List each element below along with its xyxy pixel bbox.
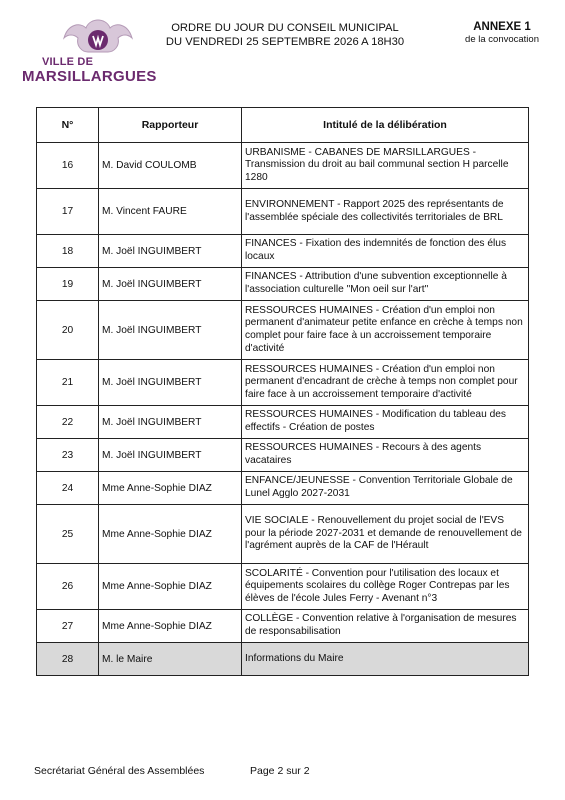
table-row [37,505,529,564]
agenda-table [36,107,529,676]
footer-department: Secrétariat Général des Assemblées [34,765,205,777]
table-header-row [37,108,529,143]
table-row [37,268,529,301]
cell-number: 18 [37,235,99,268]
cell-number: 28 [37,643,99,676]
cell-number: 17 [37,189,99,235]
cell-number: 25 [37,505,99,564]
cell-intitule: URBANISME - CABANES DE MARSILLARGUES - Transmission du droit au bail communal section H parcelle 1280 [242,143,529,189]
annex-title: ANNEXE 1 [473,21,531,33]
cell-intitule: RESSOURCES HUMAINES - Recours à des agents vacataires [242,439,529,472]
annex-label [465,21,539,45]
cell-intitule: RESSOURCES HUMAINES - Création d'un emploi non permanent d'animateur petite enfance en crèche à temps non complet pour faire face à un accroissement temporaire d'activité [242,301,529,360]
cell-rapporteur: M. Joël INGUIMBERT [99,439,242,472]
column-header-intitule: Intitulé de la délibération [242,108,529,143]
title-line-1: ORDRE DU JOUR DU CONSEIL MUNICIPAL [171,22,399,34]
title-line-2: DU VENDREDI 25 SEPTEMBRE 2026 A 18H30 [165,36,405,48]
cell-number: 23 [37,439,99,472]
table-row [37,610,529,643]
cell-intitule: FINANCES - Fixation des indemnités de fonction des élus locaux [242,235,529,268]
table-row [37,643,529,676]
cell-intitule: FINANCES - Attribution d'une subvention exceptionnelle à l'association culturelle "Mon oeil sur l'art" [242,268,529,301]
table-row [37,143,529,189]
cell-rapporteur: Mme Anne-Sophie DIAZ [99,564,242,610]
cell-intitule: SCOLARITÉ - Convention pour l'utilisation des locaux et équipements scolaires du collège Roger Contrepas par les élèves de l'école Jules Ferry - Avenant n°3 [242,564,529,610]
cell-number: 24 [37,472,99,505]
cell-intitule: RESSOURCES HUMAINES - Création d'un emploi non permanent d'encadrant de crèche à temps non complet pour faire face à un accroissement temporaire d'activité [242,360,529,406]
table-row [37,301,529,360]
logo-text-town: MARSILLARGUES [22,68,157,85]
cell-number: 19 [37,268,99,301]
logo-text-ville: VILLE DE [42,56,94,68]
cell-rapporteur: Mme Anne-Sophie DIAZ [99,472,242,505]
cell-rapporteur: M. Joël INGUIMBERT [99,301,242,360]
cell-rapporteur: M. Joël INGUIMBERT [99,268,242,301]
cell-intitule: ENFANCE/JEUNESSE - Convention Territoriale Globale de Lunel Agglo 2027-2031 [242,472,529,505]
document-title [150,21,420,49]
cell-number: 22 [37,406,99,439]
cell-intitule: COLLÈGE - Convention relative à l'organisation de mesures de responsabilisation [242,610,529,643]
cell-number: 27 [37,610,99,643]
annex-subtitle: de la convocation [465,34,539,45]
cell-number: 16 [37,143,99,189]
cell-intitule: ENVIRONNEMENT - Rapport 2025 des représentants de l'assemblée spéciale des collectivités territoriales de BRL [242,189,529,235]
cell-rapporteur: M. Vincent FAURE [99,189,242,235]
cell-rapporteur: M. David COULOMB [99,143,242,189]
cell-rapporteur: M. Joël INGUIMBERT [99,235,242,268]
cell-rapporteur: Mme Anne-Sophie DIAZ [99,505,242,564]
cell-intitule: VIE SOCIALE - Renouvellement du projet social de l'EVS pour la période 2027-2031 et demande de renouvellement de l'agrément auprès de la CAF de l'Hérault [242,505,529,564]
municipality-logo [20,18,170,84]
table-row [37,472,529,505]
cell-rapporteur: M. le Maire [99,643,242,676]
crest-icon [58,18,138,56]
table-row [37,235,529,268]
cell-rapporteur: Mme Anne-Sophie DIAZ [99,610,242,643]
table-row [37,439,529,472]
cell-number: 20 [37,301,99,360]
page-number: Page 2 sur 2 [250,765,310,777]
cell-intitule: RESSOURCES HUMAINES - Modification du tableau des effectifs - Création de postes [242,406,529,439]
table-row [37,564,529,610]
table-row [37,189,529,235]
cell-number: 26 [37,564,99,610]
table-row [37,406,529,439]
table-row [37,360,529,406]
cell-rapporteur: M. Joël INGUIMBERT [99,360,242,406]
cell-number: 21 [37,360,99,406]
cell-intitule: Informations du Maire [242,643,529,676]
column-header-rapporteur: Rapporteur [99,108,242,143]
cell-rapporteur: M. Joël INGUIMBERT [99,406,242,439]
column-header-number: N° [37,108,99,143]
